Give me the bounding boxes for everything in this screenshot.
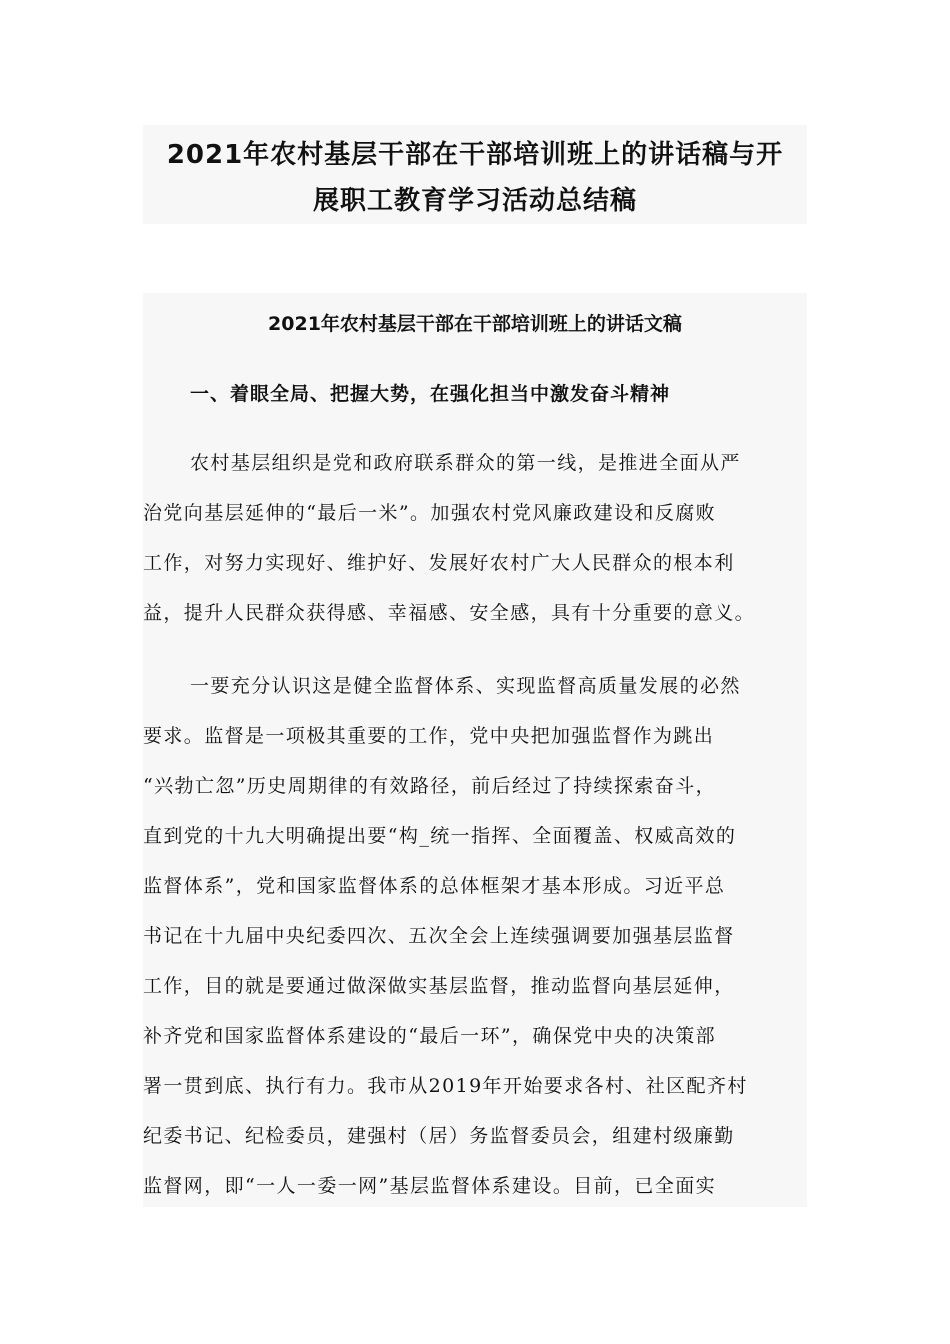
paragraph-2-line: “兴勃亡忽”历史周期律的有效路径，前后经过了持续探索奋斗， <box>143 775 717 797</box>
document-title-line-2: 展职工教育学习活动总结稿 <box>312 186 637 216</box>
paragraph-2-line: 补齐党和国家监督体系建设的“最后一环”，确保党中央的决策部 <box>143 1025 717 1047</box>
paragraph-2-line: 要求。监督是一项极其重要的工作，党中央把加强监督作为跳出 <box>143 725 715 747</box>
paragraph-2-line: 监督体系”，党和国家监督体系的总体框架才基本形成。习近平总 <box>143 875 726 897</box>
paragraph-2-line: 署一贯到底、执行有力。我市从2019年开始要求各村、社区配齐村 <box>143 1075 748 1097</box>
paragraph-1-line: 治党向基层延伸的“最后一米”。加强农村党风廉政建设和反腐败 <box>143 502 717 524</box>
section-heading: 一、着眼全局、把握大势，在强化担当中激发奋斗精神 <box>190 383 671 405</box>
paragraph-2-line: 工作，目的就是要通过做深做实基层监督，推动监督向基层延伸， <box>143 975 735 997</box>
paragraph-2-line: 纪委书记、纪检委员，建强村（居）务监督委员会，组建村级廉勤 <box>143 1125 735 1147</box>
paragraph-1-line: 农村基层组织是党和政府联系群众的第一线，是推进全面从严 <box>190 452 741 474</box>
paragraph-2-line: 书记在十九届中央纪委四次、五次全会上连续强调要加强基层监督 <box>143 925 735 947</box>
paragraph-1-line: 工作，对努力实现好、维护好、发展好农村广大人民群众的根本利 <box>143 552 735 574</box>
paragraph-2-line: 直到党的十九大明确提出要“构_统一指挥、全面覆盖、权威高效的 <box>143 825 737 847</box>
paragraph-2-line: 监督网，即“一人一委一网”基层监督体系建设。目前，已全面实 <box>143 1175 717 1197</box>
document-body <box>143 293 807 1207</box>
document-subtitle: 2021年农村基层干部在干部培训班上的讲话文稿 <box>268 313 682 335</box>
document-title-block <box>143 125 807 224</box>
document-title-line-1: 2021年农村基层干部在干部培训班上的讲话稿与开 <box>166 140 784 170</box>
paragraph-1-line: 益，提升人民群众获得感、幸福感、安全感，具有十分重要的意义。 <box>143 602 756 624</box>
paragraph-2-line: 一要充分认识这是健全监督体系、实现监督高质量发展的必然 <box>190 675 741 697</box>
